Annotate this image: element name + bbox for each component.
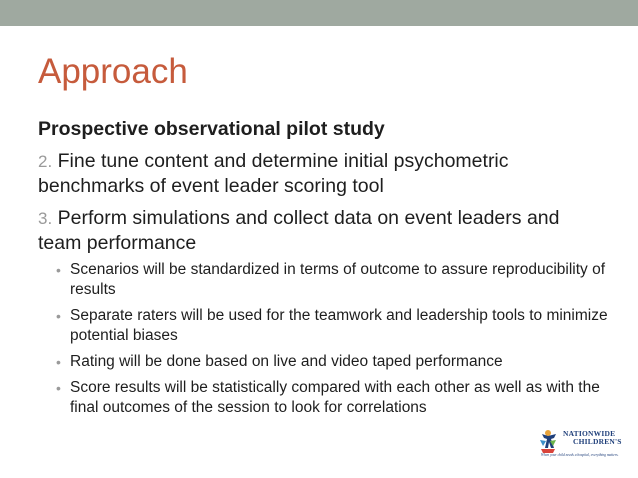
bullet-item — [56, 352, 616, 372]
bullet-item — [56, 378, 616, 418]
bullet-text: Separate raters will be used for the teamwork and leadership tools to minimize potential biases — [70, 307, 608, 344]
bullet-text: Score results will be statistically compared with each other as well as with the final outcomes of the session to look for correlations — [70, 379, 600, 416]
bullet-icon: • — [56, 262, 61, 278]
logo-tagline: When your child needs a hospital, everything matters. — [541, 453, 619, 457]
logo-wordmark — [563, 430, 622, 446]
nationwide-childrens-logo — [536, 428, 626, 462]
bullet-text: Rating will be done based on live and video taped performance — [70, 353, 503, 370]
bullet-text: Scenarios will be standardized in terms of outcome to assure reproducibility of results — [70, 261, 606, 298]
bullet-item — [56, 306, 616, 346]
logo-line-2: CHILDREN'S — [573, 437, 622, 446]
item-text: Perform simulations and collect data on event leaders and team performance — [38, 207, 560, 254]
bullet-item — [56, 260, 616, 300]
bullet-list — [56, 260, 616, 424]
slide-title: Approach — [38, 52, 188, 91]
bullet-icon: • — [56, 308, 61, 324]
numbered-item-3 — [38, 206, 598, 256]
item-text: Fine tune content and determine initial psychometric benchmarks of event leader scoring tool — [38, 150, 509, 197]
bullet-icon: • — [56, 380, 61, 396]
slide-subtitle: Prospective observational pilot study — [38, 118, 385, 140]
item-number: 3. — [38, 209, 53, 228]
numbered-item-2 — [38, 149, 598, 199]
bullet-icon: • — [56, 354, 61, 370]
top-bar — [0, 0, 638, 26]
item-number: 2. — [38, 152, 53, 171]
logo-line-1: NATIONWIDE — [563, 429, 616, 438]
